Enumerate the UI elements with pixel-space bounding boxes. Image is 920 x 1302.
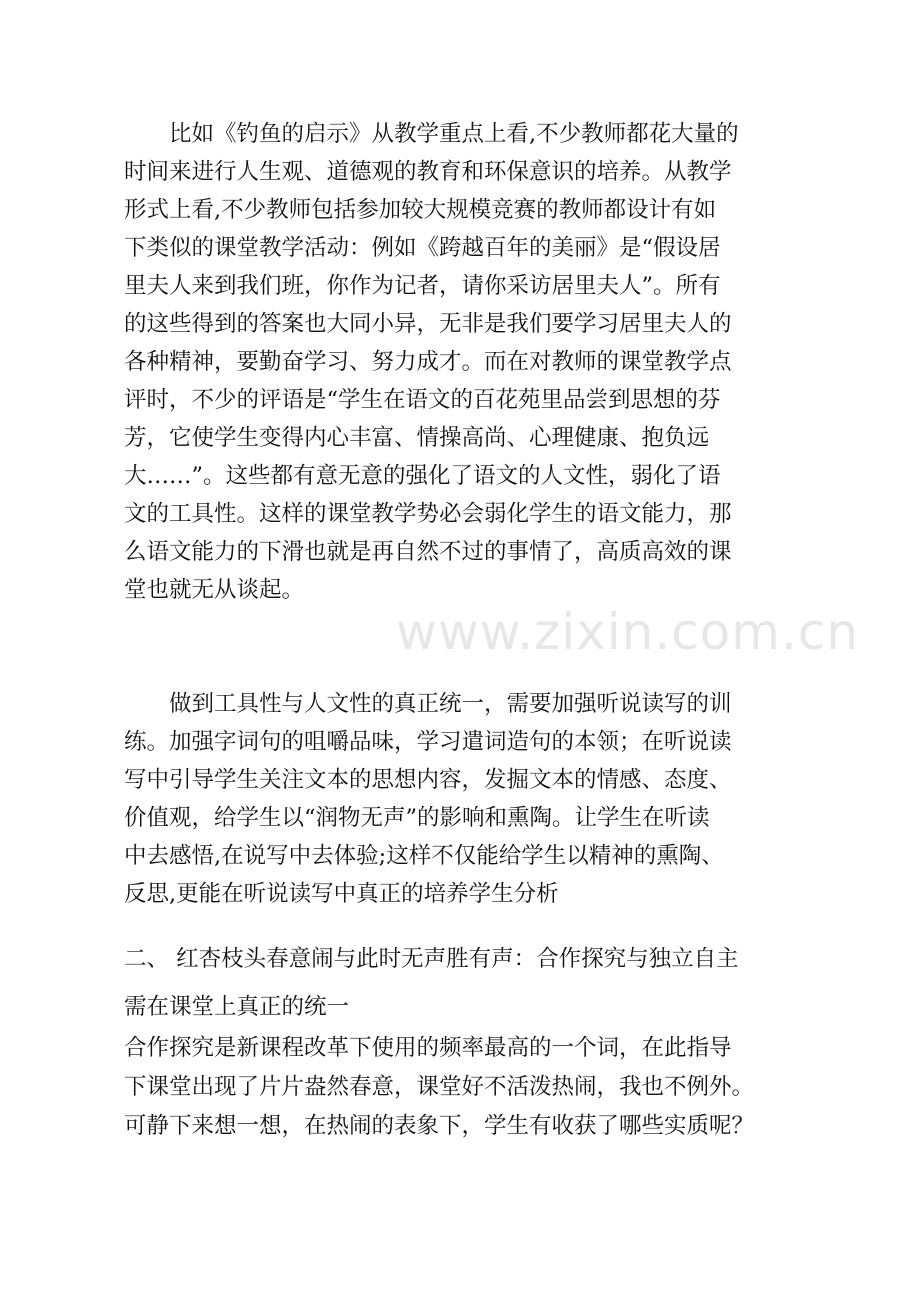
- paragraph-2: [124, 685, 804, 913]
- text-line: 合作探究是新课程改革下使用的频率最高的一个词，在此指导: [124, 1035, 732, 1061]
- text-line: 价值观，给学生以“润物无声”的影响和熏陶。让学生在听读: [124, 805, 710, 831]
- text-line: 下类似的课堂教学活动：例如《跨越百年的美丽》是“假设居: [124, 235, 721, 261]
- text-line: 的这些得到的答案也大同小异，无非是我们要学习居里夫人的: [124, 311, 732, 337]
- text-line: 大……”。这些都有意无意的强化了语文的人文性，弱化了语: [124, 463, 721, 489]
- watermark: www.zixin.com.cn: [396, 603, 860, 661]
- text-line: 里夫人来到我们班，你作为记者，请你采访居里夫人”。所有: [124, 273, 721, 299]
- text-line: 下课堂出现了片片盎然春意，课堂好不活泼热闹，我也不例外。: [124, 1074, 755, 1100]
- text-line: 各种精神，要勤奋学习、努力成才。而在对教师的课堂教学点: [124, 349, 732, 375]
- text-line: 做到工具性与人文性的真正统一，需要加强听说读写的训: [124, 691, 732, 717]
- text-line: 中去感悟,在说写中去体验;这样不仅能给学生以精神的熏陶、: [124, 843, 724, 869]
- text-line: 堂也就无从谈起。: [124, 577, 305, 603]
- paragraph-3: [124, 1029, 804, 1146]
- text-line: 时间来进行人生观、道德观的教育和环保意识的培养。从教学: [124, 159, 732, 185]
- text-line: 反思,更能在听说读写中真正的培养学生分析: [124, 881, 559, 907]
- section-heading: [124, 935, 804, 1031]
- heading-line: 需在课堂上真正的统一: [124, 994, 350, 1020]
- heading-line: 二、 红杏枝头春意闹与此时无声胜有声：合作探究与独立自主: [124, 946, 739, 972]
- paragraph-1: [124, 115, 804, 609]
- text-line: 写中引导学生关注文本的思想内容，发掘文本的情感、态度、: [124, 767, 732, 793]
- text-line: 芳，它使学生变得内心丰富、情操高尚、心理健康、抱负远: [124, 425, 710, 451]
- text-line: 练。加强字词句的咀嚼品味，学习遣词造句的本领；在听说读: [124, 729, 732, 755]
- text-line: 形式上看,不少教师包括参加较大规模竞赛的教师都设计有如: [124, 197, 717, 223]
- text-line: 比如《钓鱼的启示》从教学重点上看,不少教师都花大量的: [124, 121, 739, 147]
- text-line: 可静下来想一想，在热闹的表象下，学生有收获了哪些实质呢？: [124, 1113, 755, 1139]
- text-line: 么语文能力的下滑也就是再自然不过的事情了，高质高效的课: [124, 539, 732, 565]
- text-line: 文的工具性。这样的课堂教学势必会弱化学生的语文能力，那: [124, 501, 732, 527]
- text-line: 评时，不少的评语是“学生在语文的百花苑里品尝到思想的芬: [124, 387, 721, 413]
